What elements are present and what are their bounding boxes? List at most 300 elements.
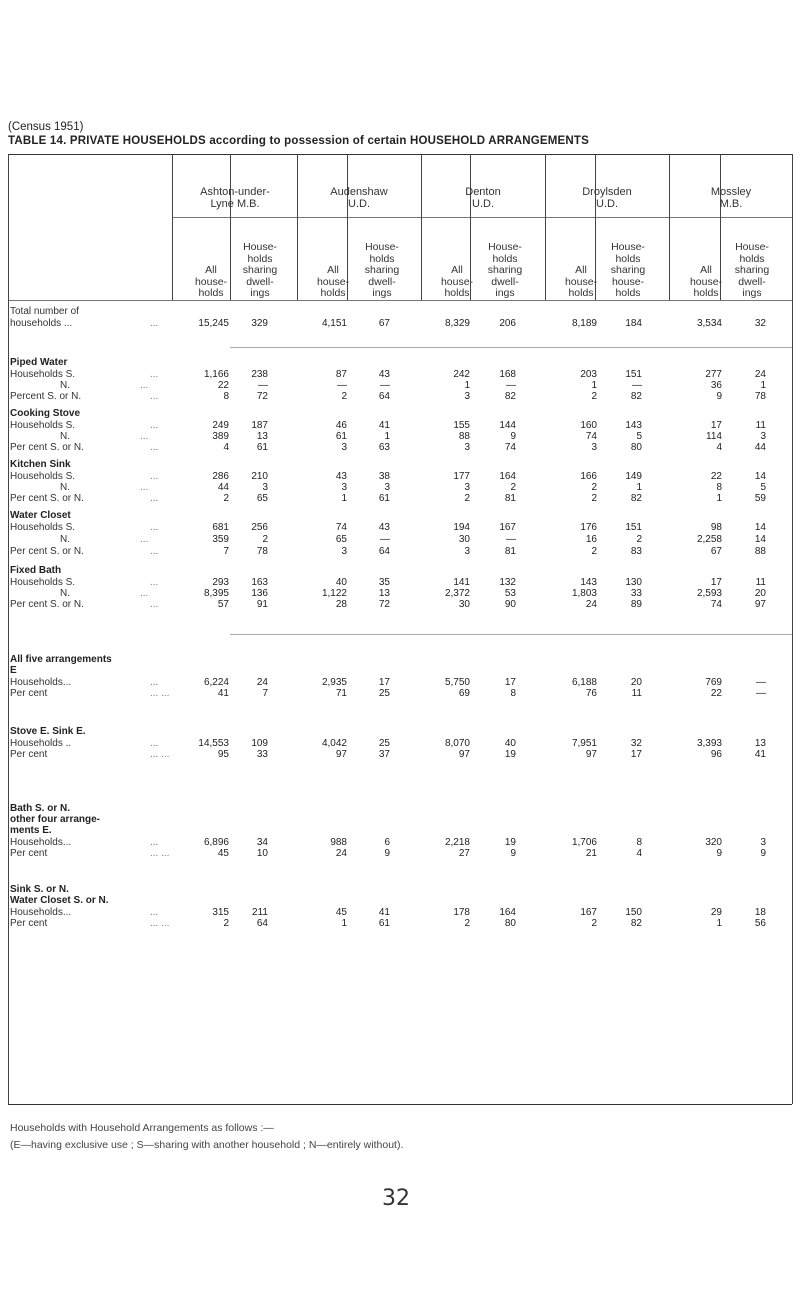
table-cell: 2	[341, 391, 347, 402]
table-cell: 41	[217, 688, 229, 699]
row-label-text: Households S.	[10, 471, 76, 482]
table-cell: 83	[630, 546, 642, 557]
leader-dots: ...	[150, 522, 159, 533]
table-cell: 16	[585, 534, 597, 545]
footnote-line-2: (E—having exclusive use ; S—sharing with another household ; N—entirely without).	[10, 1139, 404, 1151]
table-cell: 43	[378, 522, 390, 533]
table-cell: —	[258, 380, 268, 391]
table-cell: 96	[710, 749, 722, 760]
table-cell: 67	[378, 318, 390, 329]
table-cell: 2	[262, 534, 268, 545]
table-cell: 80	[504, 918, 516, 929]
table-cell: 61	[335, 431, 347, 442]
leader-dots: ...	[150, 599, 159, 610]
table-cell: 20	[630, 677, 642, 688]
table-cell: 1	[716, 493, 722, 504]
column-divider	[421, 154, 422, 300]
table-cell: 56	[754, 918, 766, 929]
table-cell: 2,593	[696, 588, 722, 599]
table-cell: 88	[754, 546, 766, 557]
table-cell: 81	[504, 493, 516, 504]
table-cell: 4,042	[321, 738, 347, 749]
table-cell: 3	[464, 391, 470, 402]
table-cell: 132	[499, 577, 516, 588]
table-cell: 81	[504, 546, 516, 557]
table-cell: —	[380, 534, 390, 545]
table-cell: 168	[499, 369, 516, 380]
leader-dots: ...	[150, 907, 159, 918]
table-cell: 2	[591, 493, 597, 504]
table-cell: 2	[223, 918, 229, 929]
table-cell: 76	[585, 688, 597, 699]
leader-dots: ... ...	[150, 688, 170, 699]
leader-dots: ...	[140, 588, 149, 599]
table-cell: 2	[510, 482, 516, 493]
table-cell: 8	[716, 482, 722, 493]
table-cell: 3	[341, 482, 347, 493]
table-cell: 8,070	[444, 738, 470, 749]
table-cell: 13	[256, 431, 268, 442]
table-cell: 13	[378, 588, 390, 599]
table-cell: 57	[217, 599, 229, 610]
table-cell: 1	[716, 918, 722, 929]
row-label-text: Per cent	[10, 918, 48, 929]
table-cell: 14,553	[198, 738, 229, 749]
col-header-all-households: All house- holds	[689, 264, 723, 299]
table-cell: 164	[499, 907, 516, 918]
row-label-text: Per cent	[10, 848, 48, 859]
table-cell: 41	[378, 420, 390, 431]
table-cell: 97	[458, 749, 470, 760]
table-cell: 114	[706, 431, 722, 442]
section-title: All five arrangements	[10, 654, 112, 665]
table-cell: 11	[631, 688, 642, 699]
row-label-text: Households...	[10, 837, 72, 848]
section-title: ments E.	[10, 825, 52, 836]
row-label	[10, 738, 159, 749]
table-cell: 3	[262, 482, 268, 493]
table-cell: 64	[378, 391, 390, 402]
area-header: Mossley M.B.	[710, 186, 752, 210]
table-cell: 1	[760, 380, 766, 391]
row-label	[10, 369, 159, 380]
row-label	[10, 442, 159, 453]
row-label-text: households ...	[10, 318, 73, 329]
col-header-all-households: All house- holds	[564, 264, 598, 299]
table-cell: 17	[504, 677, 516, 688]
census-label: (Census 1951)	[8, 121, 84, 133]
table-cell: 61	[378, 918, 390, 929]
table-cell: 4	[223, 442, 229, 453]
table-cell: 98	[710, 522, 722, 533]
row-label	[60, 431, 149, 442]
leader-dots: ...	[150, 369, 159, 380]
area-header-underline	[172, 217, 792, 218]
row-label	[10, 848, 170, 859]
area-header: Denton U.D.	[465, 186, 501, 210]
row-label	[10, 688, 170, 699]
table-cell: 149	[625, 471, 642, 482]
table-cell: 8	[636, 837, 642, 848]
column-divider	[545, 154, 546, 300]
table-cell: 143	[580, 577, 597, 588]
col-header-all-households: All house- holds	[440, 264, 474, 299]
section-title: Kitchen Sink	[10, 459, 71, 470]
table-cell: 1	[384, 431, 390, 442]
row-label-text: Percent S. or N.	[10, 391, 82, 402]
leader-dots: ...	[150, 493, 159, 504]
section-title: Stove E. Sink E.	[10, 726, 86, 737]
table-cell: 24	[754, 369, 766, 380]
table-cell: 17	[378, 677, 390, 688]
row-label-text: N.	[60, 431, 70, 442]
table-cell: 33	[256, 749, 268, 760]
table-cell: 89	[630, 599, 642, 610]
table-bottom-rule	[8, 1104, 792, 1105]
table-cell: 210	[251, 471, 268, 482]
table-cell: 2,218	[444, 837, 470, 848]
table-cell: 3,393	[696, 738, 722, 749]
table-cell: 97	[585, 749, 597, 760]
col-header-sharing-households: House- holds sharing dwell- ings	[734, 241, 770, 299]
table-cell: 30	[458, 599, 470, 610]
table-cell: 3	[464, 546, 470, 557]
table-cell: —	[632, 380, 642, 391]
row-label-text: Per cent S. or N.	[10, 442, 84, 453]
table-cell: 78	[256, 546, 268, 557]
table-cell: 82	[504, 391, 516, 402]
table-cell: 40	[504, 738, 516, 749]
table-cell: 249	[212, 420, 229, 431]
table-cell: 293	[212, 577, 229, 588]
row-label	[10, 837, 159, 848]
table-cell: 155	[453, 420, 470, 431]
table-cell: 95	[217, 749, 229, 760]
table-cell: 238	[251, 369, 268, 380]
table-cell: 3	[341, 442, 347, 453]
table-cell: 167	[580, 907, 597, 918]
table-cell: 7	[223, 546, 229, 557]
table-cell: 19	[504, 837, 516, 848]
row-label-text: Households S.	[10, 577, 76, 588]
row-label-text: Households S.	[10, 420, 76, 431]
table-cell: 61	[256, 442, 268, 453]
table-cell: 80	[630, 442, 642, 453]
table-cell: 71	[335, 688, 347, 699]
column-divider	[669, 154, 670, 300]
row-label	[10, 471, 159, 482]
table-cell: 97	[335, 749, 347, 760]
table-cell: 2	[464, 918, 470, 929]
table-cell: 11	[755, 577, 766, 588]
table-cell: 36	[710, 380, 722, 391]
table-cell: 20	[754, 588, 766, 599]
row-label	[10, 918, 170, 929]
table-cell: 187	[251, 420, 268, 431]
table-cell: 194	[453, 522, 470, 533]
table-cell: 5,750	[444, 677, 470, 688]
table-cell: 167	[499, 522, 516, 533]
table-cell: 24	[256, 677, 268, 688]
table-cell: 203	[580, 369, 597, 380]
table-cell: 45	[217, 848, 229, 859]
row-label-text: Per cent S. or N.	[10, 493, 84, 504]
table-cell: 34	[256, 837, 268, 848]
column-divider	[297, 154, 298, 300]
table-cell: 25	[378, 738, 390, 749]
table-cell: 88	[458, 431, 470, 442]
table-cell: 8,329	[444, 318, 470, 329]
table-cell: 61	[378, 493, 390, 504]
table-cell: 143	[625, 420, 642, 431]
table-cell: 90	[504, 599, 516, 610]
table-cell: 82	[630, 391, 642, 402]
row-label	[10, 749, 170, 760]
table-cell: 67	[710, 546, 722, 557]
table-cell: 1	[341, 918, 347, 929]
table-cell: 27	[458, 848, 470, 859]
leader-dots: ...	[150, 837, 159, 848]
table-cell: 8	[510, 688, 516, 699]
leader-dots: ... ...	[150, 918, 170, 929]
table-cell: 3,534	[696, 318, 722, 329]
table-cell: 17	[710, 420, 722, 431]
section-title: E	[10, 665, 17, 676]
table-cell: 65	[335, 534, 347, 545]
table-cell: 178	[453, 907, 470, 918]
table-cell: 59	[754, 493, 766, 504]
table-cell: 359	[212, 534, 229, 545]
table-cell: 40	[335, 577, 347, 588]
table-cell: 91	[256, 599, 268, 610]
column-header-underline	[8, 300, 792, 301]
table-cell: 97	[754, 599, 766, 610]
table-cell: 2	[636, 534, 642, 545]
table-cell: 177	[453, 471, 470, 482]
leader-dots: ...	[150, 318, 159, 329]
table-cell: —	[756, 677, 766, 688]
table-cell: 151	[625, 522, 642, 533]
row-label	[10, 306, 79, 317]
table-cell: 166	[580, 471, 597, 482]
table-cell: 286	[212, 471, 229, 482]
row-label	[10, 599, 159, 610]
table-cell: 43	[378, 369, 390, 380]
table-cell: 389	[212, 431, 229, 442]
table-cell: —	[506, 380, 516, 391]
table-cell: 1	[341, 493, 347, 504]
table-cell: 6,188	[571, 677, 597, 688]
leader-dots: ...	[150, 420, 159, 431]
table-cell: —	[756, 688, 766, 699]
row-label	[10, 546, 159, 557]
row-label	[10, 907, 159, 918]
table-cell: 4,151	[321, 318, 347, 329]
table-cell: 1,803	[571, 588, 597, 599]
table-cell: 1	[636, 482, 642, 493]
table-cell: 5	[636, 431, 642, 442]
row-label	[10, 577, 159, 588]
table-cell: 72	[378, 599, 390, 610]
row-label-text: Per cent S. or N.	[10, 599, 84, 610]
table-cell: 10	[256, 848, 268, 859]
leader-dots: ...	[140, 534, 149, 545]
col-header-all-households: All house- holds	[194, 264, 228, 299]
table-cell: 2,935	[321, 677, 347, 688]
table-cell: 1,122	[321, 588, 347, 599]
table-cell: 82	[630, 493, 642, 504]
table-cell: 53	[504, 588, 516, 599]
row-label	[60, 380, 149, 391]
table-cell: 5	[760, 482, 766, 493]
table-cell: 32	[754, 318, 766, 329]
table-cell: 2,258	[696, 534, 722, 545]
table-cell: 329	[251, 318, 268, 329]
col-header-sharing-households: House- holds sharing dwell- ings	[364, 241, 400, 299]
row-label	[10, 420, 159, 431]
table-cell: 1	[464, 380, 470, 391]
table-cell: —	[337, 380, 347, 391]
table-cell: 6	[384, 837, 390, 848]
table-top-rule	[8, 154, 792, 155]
table-cell: 9	[716, 391, 722, 402]
table-cell: 44	[217, 482, 229, 493]
section-title: Sink S. or N.	[10, 884, 69, 895]
table-cell: 11	[755, 420, 766, 431]
table-cell: 87	[335, 369, 347, 380]
section-title: Cooking Stove	[10, 408, 81, 419]
table-cell: 14	[754, 471, 766, 482]
col-header-sharing-households: House- holds sharing dwell- ings	[242, 241, 278, 299]
table-cell: 136	[251, 588, 268, 599]
table-cell: 211	[252, 907, 268, 918]
table-cell: 29	[710, 907, 722, 918]
table-cell: 2	[591, 482, 597, 493]
table-cell: 74	[585, 431, 597, 442]
table-cell: 6,224	[203, 677, 229, 688]
row-label	[10, 522, 159, 533]
row-label-text: Households ..	[10, 738, 72, 749]
table-cell: 28	[335, 599, 347, 610]
table-cell: 2	[591, 391, 597, 402]
table-cell: 8,189	[571, 318, 597, 329]
row-label-text: Households S.	[10, 522, 76, 533]
section-title: other four arrange-	[10, 814, 101, 825]
table-cell: 9	[716, 848, 722, 859]
table-cell: 17	[710, 577, 722, 588]
table-cell: 315	[212, 907, 229, 918]
row-label-text: N.	[60, 482, 70, 493]
table-cell: 988	[330, 837, 347, 848]
table-cell: 78	[754, 391, 766, 402]
table-cell: 1,706	[571, 837, 597, 848]
table-cell: 130	[625, 577, 642, 588]
table-cell: 4	[716, 442, 722, 453]
table-cell: 7,951	[571, 738, 597, 749]
table-cell: 256	[251, 522, 268, 533]
table-cell: 4	[636, 848, 642, 859]
table-cell: 41	[378, 907, 390, 918]
table-cell: 35	[378, 577, 390, 588]
col-header-sharing-households: House- holds sharing dwell- ings	[487, 241, 523, 299]
leader-dots: ... ...	[150, 749, 170, 760]
table-cell: 13	[754, 738, 766, 749]
table-cell: 45	[335, 907, 347, 918]
table-cell: 144	[499, 420, 516, 431]
table-cell: 320	[705, 837, 722, 848]
table-cell: 38	[378, 471, 390, 482]
leader-dots: ...	[150, 738, 159, 749]
row-label	[10, 391, 159, 402]
table-cell: 44	[754, 442, 766, 453]
area-header: Ashton-under- Lyne M.B.	[200, 186, 270, 210]
row-label-text: Households S.	[10, 369, 76, 380]
table-cell: 22	[710, 471, 722, 482]
table-cell: 9	[384, 848, 390, 859]
row-label-text: Per cent	[10, 688, 48, 699]
table-cell: 163	[251, 577, 268, 588]
col-header-sharing-households: House- holds sharing house- holds	[610, 241, 646, 299]
table-cell: 160	[580, 420, 597, 431]
table-cell: 1,166	[203, 369, 229, 380]
table-cell: 176	[580, 522, 597, 533]
area-header: Droylsden U.D.	[582, 186, 632, 210]
table-cell: 72	[256, 391, 268, 402]
table-cell: 7	[262, 688, 268, 699]
table-cell: 141	[453, 577, 470, 588]
table-cell: 74	[335, 522, 347, 533]
leader-dots: ...	[140, 380, 149, 391]
table-cell: 2	[223, 493, 229, 504]
table-cell: 63	[378, 442, 390, 453]
table-cell: 25	[378, 688, 390, 699]
table-cell: 22	[710, 688, 722, 699]
table-cell: 74	[710, 599, 722, 610]
table-cell: 30	[458, 534, 470, 545]
leader-dots: ...	[150, 577, 159, 588]
row-label-text: Total number of	[10, 306, 79, 317]
table-cell: 21	[585, 848, 597, 859]
table-cell: 46	[335, 420, 347, 431]
table-cell: 769	[705, 677, 722, 688]
page-number: 32	[382, 1186, 410, 1211]
col-header-all-households: All house- holds	[316, 264, 350, 299]
table-cell: 33	[630, 588, 642, 599]
table-cell: 3	[464, 482, 470, 493]
table-cell: 3	[384, 482, 390, 493]
leader-dots: ...	[150, 546, 159, 557]
table-cell: 3	[464, 442, 470, 453]
table-cell: 9	[760, 848, 766, 859]
table-cell: 681	[212, 522, 229, 533]
table-cell: 2	[464, 493, 470, 504]
area-header: Audenshaw U.D.	[330, 186, 388, 210]
section-title: Water Closet	[10, 510, 71, 521]
column-divider	[172, 154, 173, 300]
table-cell: 6,896	[203, 837, 229, 848]
section-title: Bath S. or N.	[10, 803, 71, 814]
table-cell: 9	[510, 848, 516, 859]
table-cell: 2	[591, 918, 597, 929]
table-cell: 3	[760, 431, 766, 442]
table-cell: 3	[760, 837, 766, 848]
leader-dots: ...	[150, 391, 159, 402]
leader-dots: ...	[150, 471, 159, 482]
row-label-text: N.	[60, 588, 70, 599]
table-cell: 109	[251, 738, 268, 749]
table-cell: 64	[256, 918, 268, 929]
table-cell: 22	[217, 380, 229, 391]
